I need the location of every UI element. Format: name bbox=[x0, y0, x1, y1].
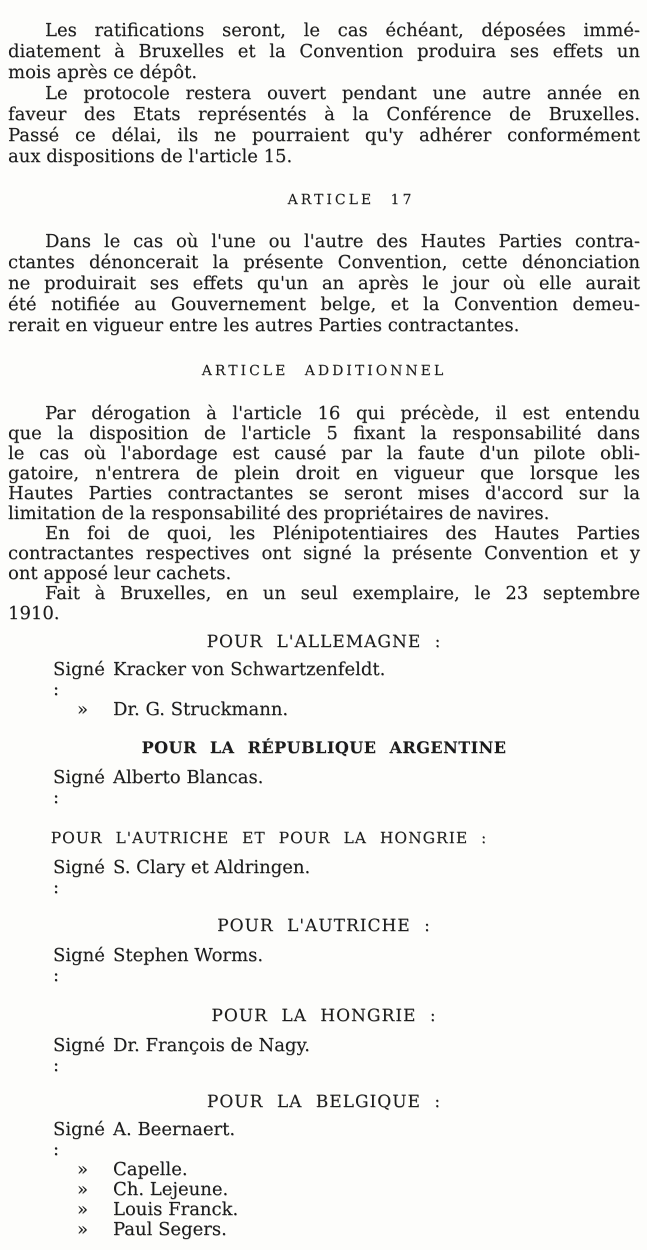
paragraph-ratifications bbox=[8, 20, 640, 83]
text-line: Passé ce délai, ils ne pourraient qu'y adhérer conformément bbox=[8, 125, 640, 146]
signatory-name: Kracker von Schwartzenfeldt. bbox=[113, 659, 386, 680]
signe-label: Signé : bbox=[53, 767, 105, 808]
signature-row bbox=[8, 1220, 640, 1240]
text-line: Par dérogation à l'article 16 qui précède, il est entendu bbox=[45, 403, 640, 424]
signature-row bbox=[8, 1200, 640, 1220]
text-line: Fait à Bruxelles, en un seul exemplaire, le 23 septembre bbox=[45, 583, 640, 604]
paragraph-derogation bbox=[8, 404, 640, 524]
signature-row bbox=[8, 700, 640, 720]
text-line: aux dispositions de l'article 15. bbox=[8, 146, 293, 167]
signature-list-belgique bbox=[8, 1120, 640, 1240]
signature-row bbox=[8, 660, 640, 700]
ditto-mark: » bbox=[77, 699, 89, 720]
signature-row bbox=[8, 1180, 640, 1200]
signature-row bbox=[8, 1160, 640, 1180]
signe-label: Signé : bbox=[53, 857, 105, 898]
ditto-mark: » bbox=[77, 1199, 89, 1220]
signatory-name: A. Beernaert. bbox=[113, 1119, 236, 1140]
text-line: diatement à Bruxelles et la Convention produira ses effets un bbox=[8, 41, 640, 62]
signature-list-hongrie bbox=[8, 1036, 640, 1076]
paragraph-denonciation bbox=[8, 231, 640, 336]
ditto-mark: » bbox=[77, 1179, 89, 1200]
signature-row bbox=[8, 1120, 640, 1160]
text-line: contractantes respectives ont signé la présente Convention et y bbox=[8, 543, 640, 564]
paragraph-en-foi-de-quoi bbox=[8, 524, 640, 584]
ditto-mark: » bbox=[77, 1219, 89, 1240]
article-17-heading: ARTICLE 17 bbox=[287, 192, 415, 208]
signature-heading-allemagne: POUR L'ALLEMAGNE : bbox=[206, 632, 442, 652]
text-line: faveur des Etats représentés à la Conférence de Bruxelles. bbox=[8, 104, 640, 125]
text-line: 1910. bbox=[8, 603, 60, 624]
signatory-name: Dr. G. Struckmann. bbox=[113, 699, 289, 720]
signe-label: Signé : bbox=[53, 945, 105, 986]
signature-heading-autriche-hongrie: POUR L'AUTRICHE ET POUR LA HONGRIE : bbox=[50, 829, 488, 847]
text-line: Les ratifications seront, le cas échéant, déposées immé- bbox=[45, 20, 640, 41]
signatory-name: Ch. Lejeune. bbox=[113, 1179, 229, 1200]
text-line: le cas où l'abordage est causé par la faute d'un pilote obli- bbox=[8, 443, 640, 464]
signatory-name: Louis Franck. bbox=[113, 1199, 239, 1220]
signature-row bbox=[8, 1036, 640, 1076]
text-line: Dans le cas où l'une ou l'autre des Hautes Parties contra- bbox=[45, 231, 640, 252]
signatory-name: Stephen Worms. bbox=[113, 945, 264, 966]
signature-heading-autriche: POUR L'AUTRICHE : bbox=[217, 916, 431, 936]
signature-row bbox=[8, 858, 640, 898]
signature-list-autriche-hongrie bbox=[8, 858, 640, 898]
signatory-name: Paul Segers. bbox=[113, 1219, 227, 1240]
signature-row bbox=[8, 768, 640, 808]
signatory-name: Dr. François de Nagy. bbox=[113, 1035, 310, 1056]
text-line: Hautes Parties contractantes se seront mises d'accord sur la bbox=[8, 483, 640, 504]
signatory-name: Capelle. bbox=[113, 1159, 188, 1180]
signatory-name: S. Clary et Aldringen. bbox=[113, 857, 311, 878]
text-line: ne produirait ses effets qu'un an après le jour où elle aurait bbox=[8, 273, 640, 294]
text-line: En foi de quoi, les Plénipotentiaires des Hautes Parties bbox=[45, 523, 640, 544]
signatory-name: Alberto Blancas. bbox=[113, 767, 264, 788]
text-line: gatoire, n'entrera de plein droit en vigueur que lorsque les bbox=[8, 463, 640, 484]
text-line: été notifiée au Gouvernement belge, et la Convention demeu- bbox=[8, 294, 640, 315]
signature-heading-argentine: POUR LA RÉPUBLIQUE ARGENTINE bbox=[141, 738, 507, 757]
paragraph-fait-a-bruxelles bbox=[8, 584, 640, 624]
paragraph-protocole bbox=[8, 83, 640, 167]
text-line: Le protocole restera ouvert pendant une autre année en bbox=[45, 83, 640, 104]
text-line: limitation de la responsabilité des propriétaires de navires. bbox=[8, 503, 550, 524]
signe-label: Signé : bbox=[53, 1119, 105, 1160]
ditto-mark: » bbox=[77, 1159, 89, 1180]
article-additionnel-heading: ARTICLE ADDITIONNEL bbox=[201, 363, 447, 379]
text-line: ctantes dénoncerait la présente Convention, cette dénonciation bbox=[8, 252, 640, 273]
signature-heading-belgique: POUR LA BELGIQUE : bbox=[206, 1092, 442, 1112]
text-line: mois après ce dépôt. bbox=[8, 62, 198, 83]
signe-label: Signé : bbox=[53, 659, 105, 700]
text-line: ont apposé leur cachets. bbox=[8, 563, 232, 584]
signe-label: Signé : bbox=[53, 1035, 105, 1076]
text-line: rerait en vigueur entre les autres Parties contractantes. bbox=[8, 315, 520, 336]
text-line: que la disposition de l'article 5 fixant la responsabilité dans bbox=[8, 423, 640, 444]
signature-row bbox=[8, 946, 640, 986]
signature-list-allemagne bbox=[8, 660, 640, 720]
signature-list-argentine bbox=[8, 768, 640, 808]
signature-list-autriche bbox=[8, 946, 640, 986]
signature-heading-hongrie: POUR LA HONGRIE : bbox=[211, 1006, 437, 1026]
